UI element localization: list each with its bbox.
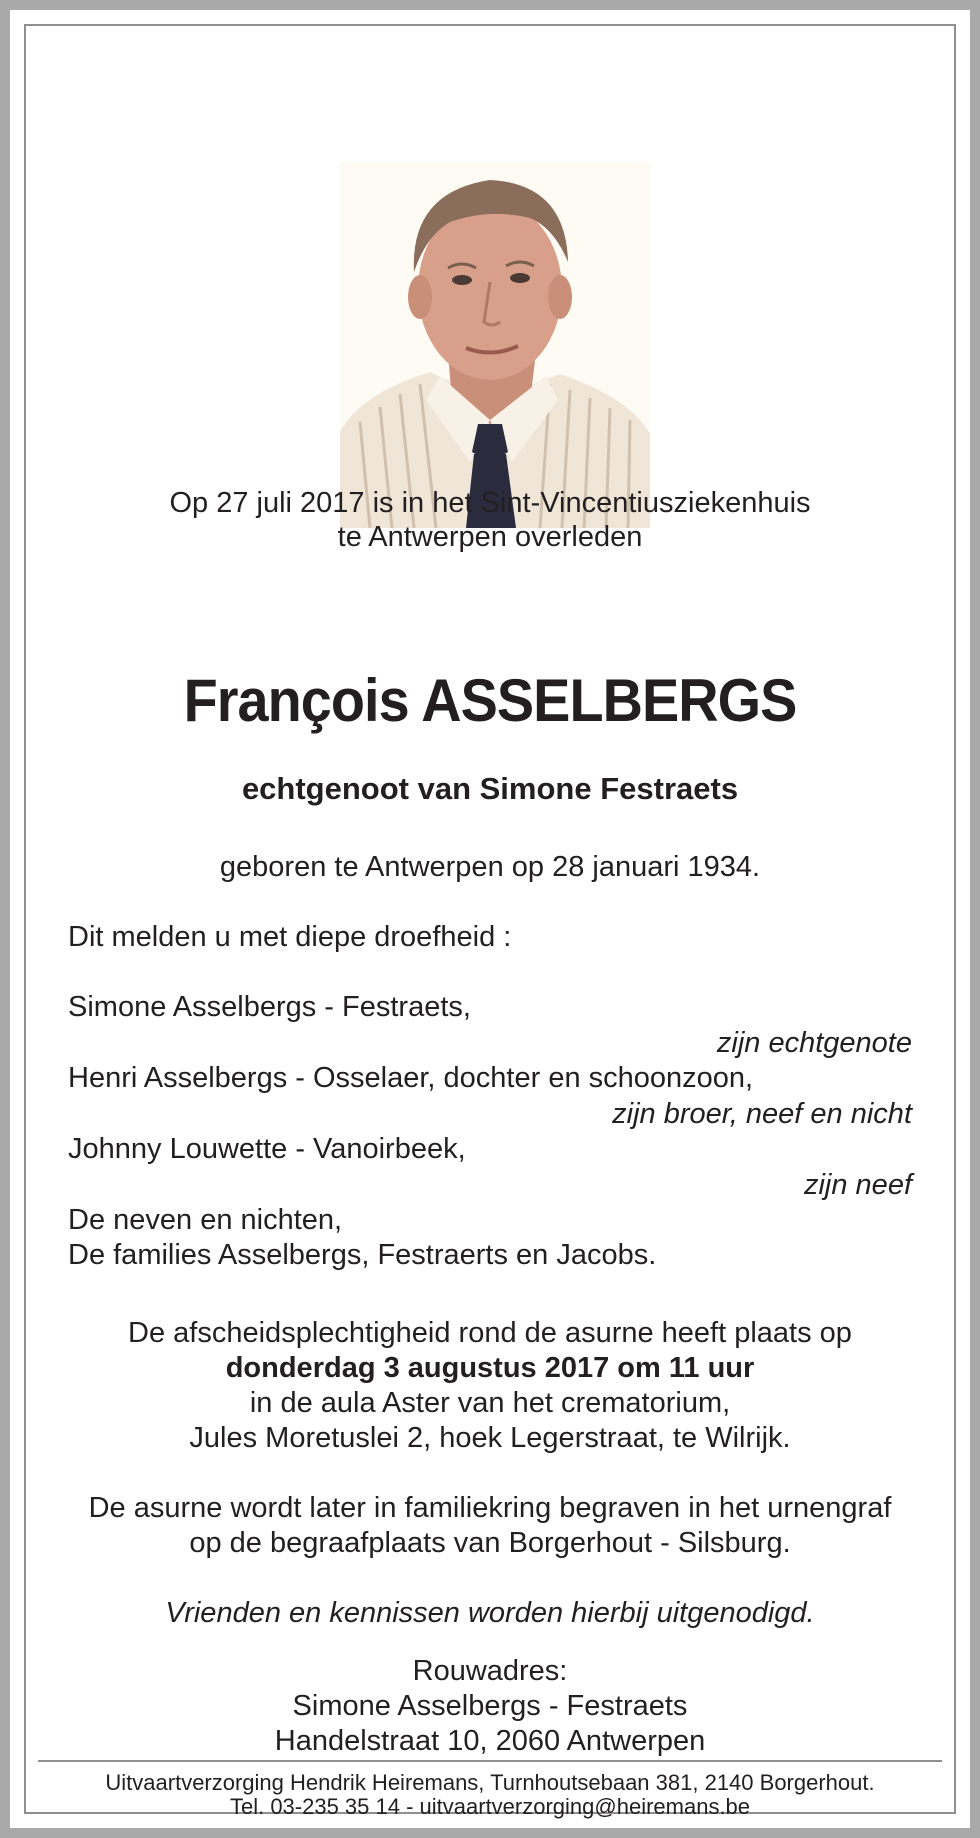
ceremony-line-3: in de aula Aster van het crematorium, — [249, 1387, 731, 1419]
invitation-line: Vrienden en kennissen worden hierbij uitgenodigd. — [165, 1597, 815, 1629]
address-street: Handelstraat 10, 2060 Antwerpen — [274, 1725, 706, 1757]
mourner-name: Simone Asselbergs - Festraets, — [68, 991, 471, 1023]
funeral-home-line: Uitvaartverzorging Hendrik Heiremans, Turnhoutsebaan 381, 2140 Borgerhout. — [105, 1770, 875, 1795]
obituary-card — [10, 10, 970, 1828]
intro-line-1: Op 27 juli 2017 is in het Sint-Vincentiusziekenhuis — [169, 487, 811, 519]
mourner-name: Johnny Louwette - Vanoirbeek, — [68, 1133, 466, 1165]
mourner-relation: zijn echtgenote — [716, 1027, 912, 1059]
spouse-line: echtgenoot van Simone Festraets — [241, 771, 739, 806]
mourner-relation: zijn broer, neef en nicht — [612, 1098, 912, 1130]
family-line-1: De neven en nichten, — [68, 1204, 343, 1236]
ceremony-date-time: donderdag 3 augustus 2017 om 11 uur — [225, 1352, 755, 1384]
footer-divider — [38, 1760, 942, 1762]
obituary-frame — [24, 24, 956, 1819]
deceased-name: François ASSELBERGS — [183, 667, 797, 734]
ceremony-line-1: De afscheidsplechtigheid rond de asurne heeft plaats op — [128, 1317, 852, 1349]
announcement-intro: Dit melden u met diepe droefheid : — [68, 921, 512, 953]
address-name: Simone Asselbergs - Festraets — [292, 1690, 688, 1722]
burial-line-1: De asurne wordt later in familiekring begraven in het urnengraf — [88, 1492, 892, 1524]
intro-line-2: te Antwerpen overleden — [337, 521, 643, 553]
portrait-photo — [340, 162, 650, 528]
burial-line-2: op de begraafplaats van Borgerhout - Silsburg. — [189, 1527, 791, 1559]
family-line-2: De families Asselbergs, Festraerts en Jacobs. — [68, 1239, 657, 1271]
ceremony-line-4: Jules Moretuslei 2, hoek Legerstraat, te Wilrijk. — [189, 1422, 791, 1454]
portrait-image — [340, 162, 650, 528]
mourner-relation: zijn neef — [803, 1169, 912, 1201]
address-label: Rouwadres: — [412, 1655, 568, 1687]
funeral-home-contact: Tel. 03-235 35 14 - uitvaartverzorging@heiremans.be — [229, 1794, 751, 1819]
birth-line: geboren te Antwerpen op 28 januari 1934. — [219, 851, 761, 883]
mourner-name: Henri Asselbergs - Osselaer, dochter en schoonzoon, — [68, 1062, 754, 1094]
